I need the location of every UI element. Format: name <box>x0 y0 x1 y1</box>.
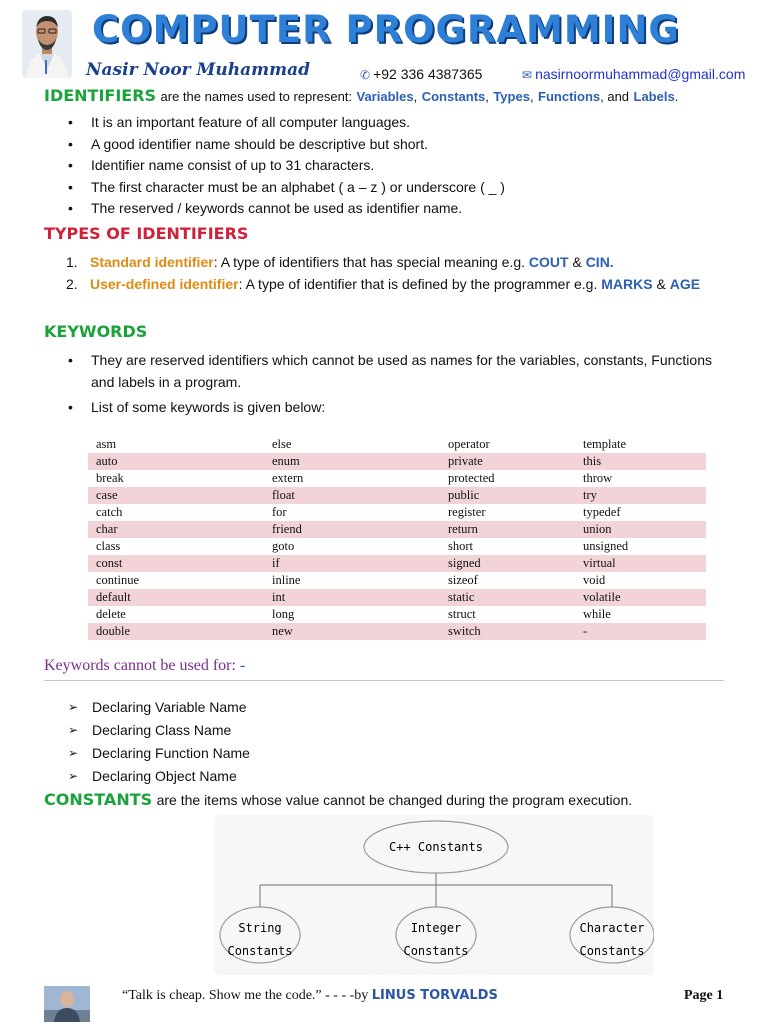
contact-phone <box>360 66 482 82</box>
table-row <box>88 538 706 555</box>
table-cell: throw <box>583 471 613 485</box>
child-node-label: Constants <box>403 944 469 958</box>
table-cell: float <box>264 487 440 504</box>
table-cell: while <box>583 607 611 621</box>
table-cell: void <box>583 573 606 587</box>
list-item: ➢ Declaring Function Name <box>68 742 250 765</box>
table-row <box>88 436 706 453</box>
table-row <box>88 623 706 640</box>
identifiers-intro: IDENTIFIERS are the names used to represent: Variables, Constants, Types, Functions, and Labels. <box>44 86 679 105</box>
term-types: Types <box>493 89 530 104</box>
table-cell: switch <box>440 623 575 640</box>
child-node-label: Integer <box>410 921 462 935</box>
table-cell: struct <box>448 607 476 621</box>
cannot-list <box>68 696 250 788</box>
footer-photo <box>44 986 90 1022</box>
divider <box>44 680 724 681</box>
table-cell: enum <box>264 453 440 470</box>
table-cell: - <box>575 623 706 640</box>
list-item: • The reserved / keywords cannot be used as identifier name. <box>66 198 726 220</box>
table-row <box>88 453 706 470</box>
phone-number: +92 336 4387365 <box>373 66 483 82</box>
table-cell: volatile <box>575 589 706 606</box>
term-variables: Variables <box>356 89 414 104</box>
table-cell: asm <box>96 437 117 451</box>
table-cell: double <box>88 623 264 640</box>
table-row <box>88 555 706 572</box>
standard-identifier-term: Standard identifier <box>90 254 214 270</box>
list-item: ➢ Declaring Class Name <box>68 719 250 742</box>
table-cell: break <box>96 471 124 485</box>
table-cell: virtual <box>575 555 706 572</box>
table-cell: template <box>583 437 627 451</box>
list-item: ➢ Declaring Variable Name <box>68 696 250 719</box>
keywords-bullet-list <box>66 350 726 419</box>
table-row <box>88 504 706 521</box>
term-labels: Labels <box>633 89 675 104</box>
table-cell: long <box>272 607 295 621</box>
arrow-bullet-icon: ➢ <box>68 769 79 783</box>
table-cell: typedef <box>583 505 621 519</box>
phone-icon: ✆ <box>360 68 371 82</box>
constants-intro <box>44 790 632 810</box>
table-cell: class <box>96 539 121 553</box>
table-cell: return <box>440 521 575 538</box>
email-address[interactable]: nasirnoormuhammad@gmail.com <box>535 66 746 82</box>
term-functions: Functions <box>538 89 601 104</box>
list-item: 1. Standard identifier: A type of identifiers that has special meaning e.g. COUT & CIN. <box>66 254 614 270</box>
constants-heading: CONSTANTS <box>44 790 153 809</box>
table-cell: goto <box>272 539 295 553</box>
identifiers-intro-text: are the names used to represent: <box>160 89 353 104</box>
footer-quote: “Talk is cheap. Show me the code.” - - - -by LINUS TORVALDS <box>122 988 498 1003</box>
types-heading: TYPES OF IDENTIFIERS <box>44 224 249 243</box>
document-title: COMPUTER PROGRAMMING <box>92 8 680 51</box>
table-cell: signed <box>440 555 575 572</box>
table-cell: new <box>264 623 440 640</box>
person-photo-icon <box>44 986 90 1022</box>
table-row <box>88 470 706 487</box>
table-cell: union <box>575 521 706 538</box>
table-cell: this <box>575 453 706 470</box>
person-photo-icon <box>22 10 72 78</box>
constants-diagram <box>214 815 654 975</box>
table-cell: public <box>440 487 575 504</box>
constants-text: are the items whose value cannot be changed during the program execution. <box>156 792 633 808</box>
table-cell: else <box>272 437 292 451</box>
arrow-bullet-icon: ➢ <box>68 700 79 714</box>
identifiers-heading: IDENTIFIERS <box>44 86 157 105</box>
list-item: • They are reserved identifiers which cannot be used as names for the variables, constants, Functions and labels in a program. <box>66 350 726 393</box>
table-cell: catch <box>96 505 123 519</box>
table-cell: register <box>448 505 486 519</box>
table-cell: int <box>264 589 440 606</box>
table-cell: unsigned <box>583 539 629 553</box>
table-cell: sizeof <box>448 573 478 587</box>
child-node-label: String <box>238 921 282 935</box>
table-cell: for <box>272 505 287 519</box>
cannot-title: Keywords cannot be used for: - <box>44 657 246 674</box>
table-cell: private <box>440 453 575 470</box>
term-constants: Constants <box>421 89 486 104</box>
mail-icon: ✉ <box>522 68 533 82</box>
table-cell: if <box>264 555 440 572</box>
table-row <box>88 572 706 589</box>
table-row <box>88 589 706 606</box>
table-row <box>88 521 706 538</box>
list-item: • A good identifier name should be descriptive but short. <box>66 134 726 156</box>
types-list <box>66 251 736 295</box>
page-number: Page 1 <box>684 988 724 1003</box>
keywords-table <box>88 436 706 640</box>
child-node-label: Constants <box>227 944 293 958</box>
table-cell: friend <box>264 521 440 538</box>
keywords-heading: KEYWORDS <box>44 322 148 341</box>
list-item: • The first character must be an alphabet ( a – z ) or underscore ( _ ) <box>66 177 726 199</box>
table-cell: continue <box>96 573 140 587</box>
table-cell: default <box>88 589 264 606</box>
root-node-label: C++ Constants <box>389 840 483 854</box>
table-cell: static <box>440 589 575 606</box>
list-item: • List of some keywords is given below: <box>66 397 726 419</box>
list-item: 2. User-defined identifier: A type of identifier that is defined by the programmer e.g. MARKS & AGE <box>66 276 701 292</box>
table-cell: auto <box>88 453 264 470</box>
table-cell: inline <box>272 573 301 587</box>
child-node-label: Character <box>579 921 645 935</box>
table-cell: const <box>88 555 264 572</box>
list-item: ➢ Declaring Object Name <box>68 765 250 788</box>
table-row <box>88 606 706 623</box>
author-name: Nasir Noor Muhammad <box>86 60 310 80</box>
table-cell: delete <box>96 607 126 621</box>
table-row <box>88 487 706 504</box>
author-photo <box>22 10 72 78</box>
child-node-label: Constants <box>579 944 645 958</box>
arrow-bullet-icon: ➢ <box>68 723 79 737</box>
quote-author: LINUS TORVALDS <box>371 988 498 1003</box>
user-defined-identifier-term: User-defined identifier <box>90 276 239 292</box>
list-item: • It is an important feature of all computer languages. <box>66 112 726 134</box>
table-cell: try <box>575 487 706 504</box>
contact-email[interactable] <box>522 66 745 82</box>
identifiers-bullet-list <box>66 112 726 220</box>
table-cell: case <box>88 487 264 504</box>
table-cell: short <box>448 539 473 553</box>
list-item: • Identifier name consist of up to 31 characters. <box>66 155 726 177</box>
table-cell: protected <box>448 471 495 485</box>
table-cell: char <box>88 521 264 538</box>
arrow-bullet-icon: ➢ <box>68 746 79 760</box>
table-cell: operator <box>448 437 490 451</box>
table-cell: extern <box>272 471 304 485</box>
